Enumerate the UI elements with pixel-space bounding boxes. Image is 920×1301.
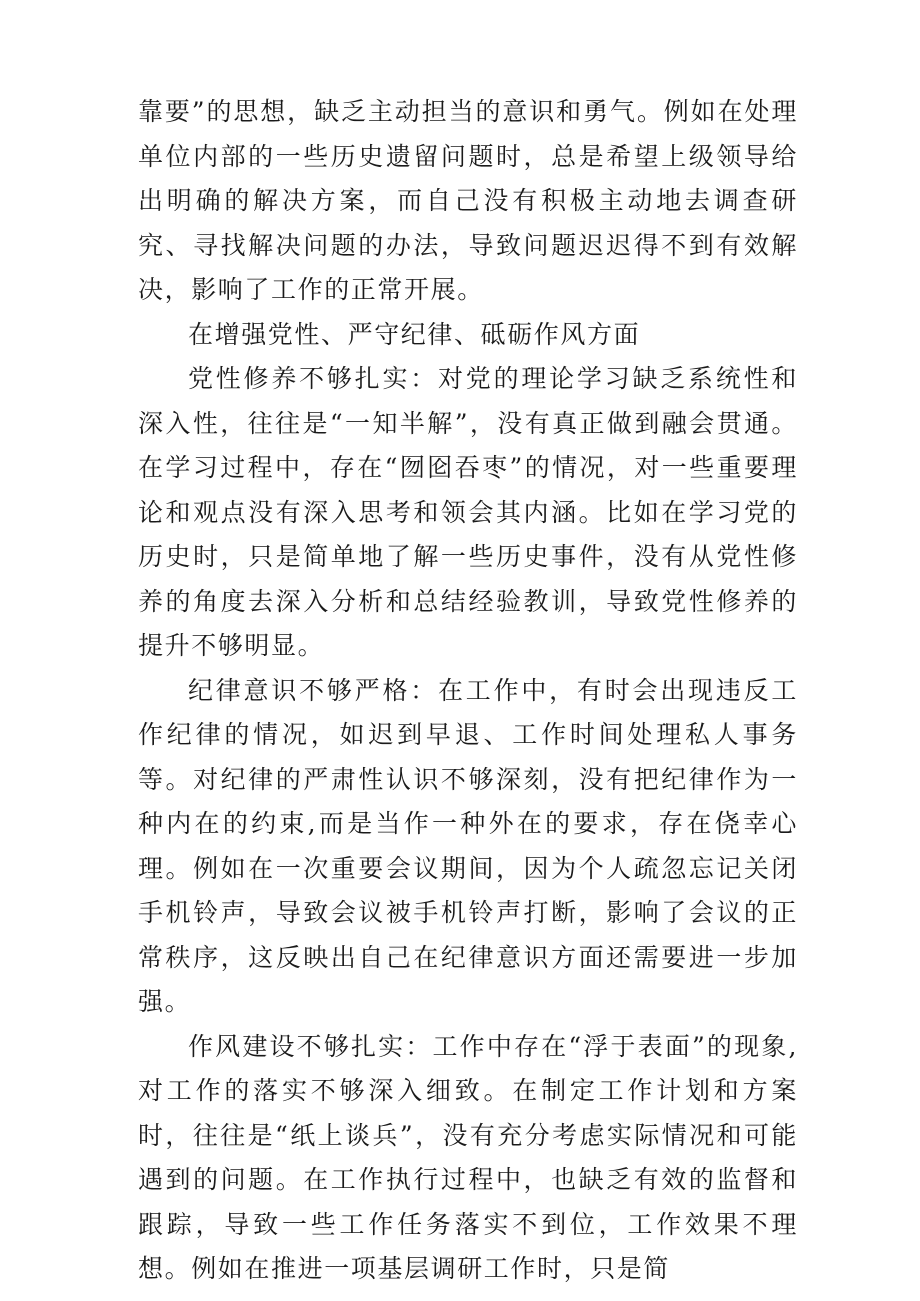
paragraph-work-style: 作风建设不够扎实：工作中存在“浮于表面”的现象,对工作的落实不够深入细致。在制定工作计划和方案时，往往是“纸上谈兵”，没有充分考虑实际情况和可能遇到的问题。在工作执行过程中，也缺乏有效的监督和跟踪，导致一些工作任务落实不到位，工作效果不理想。例如在推进一项基层调研工作时，只是简 bbox=[138, 1031, 798, 1283]
paragraph-party-spirit: 党性修养不够扎实：对党的理论学习缺乏系统性和深入性，往往是“一知半解”，没有真正做到融会贯通。在学习过程中，存在“囫囵吞枣”的情况，对一些重要理论和观点没有深入思考和领会其内涵。比如在学习党的历史时，只是简单地了解一些历史事件，没有从党性修养的角度去深入分析和总结经验教训，导致党性修养的提升不够明显。 bbox=[138, 364, 798, 660]
section-heading: 在增强党性、严守纪律、砥砺作风方面 bbox=[188, 319, 641, 349]
document-page bbox=[138, 90, 798, 1292]
paragraph-discipline: 纪律意识不够严格：在工作中，有时会出现违反工作纪律的情况，如迟到早退、工作时间处理私人事务等。对纪律的严肃性认识不够深刻，没有把纪律作为一种内在的约束,而是当作一种外在的要求，存在侥幸心理。例如在一次重要会议期间，因为个人疏忽忘记关闭手机铃声，导致会议被手机铃声打断，影响了会议的正常秩序，这反映出自己在纪律意识方面还需要进一步加强。 bbox=[138, 675, 798, 1016]
paragraph-continued: 靠要”的思想，缺乏主动担当的意识和勇气。例如在处理单位内部的一些历史遗留问题时，总是希望上级领导给出明确的解决方案，而自己没有积极主动地去调查研究、寻找解决问题的办法，导致问题迟迟得不到有效解决，影响了工作的正常开展。 bbox=[138, 97, 798, 304]
